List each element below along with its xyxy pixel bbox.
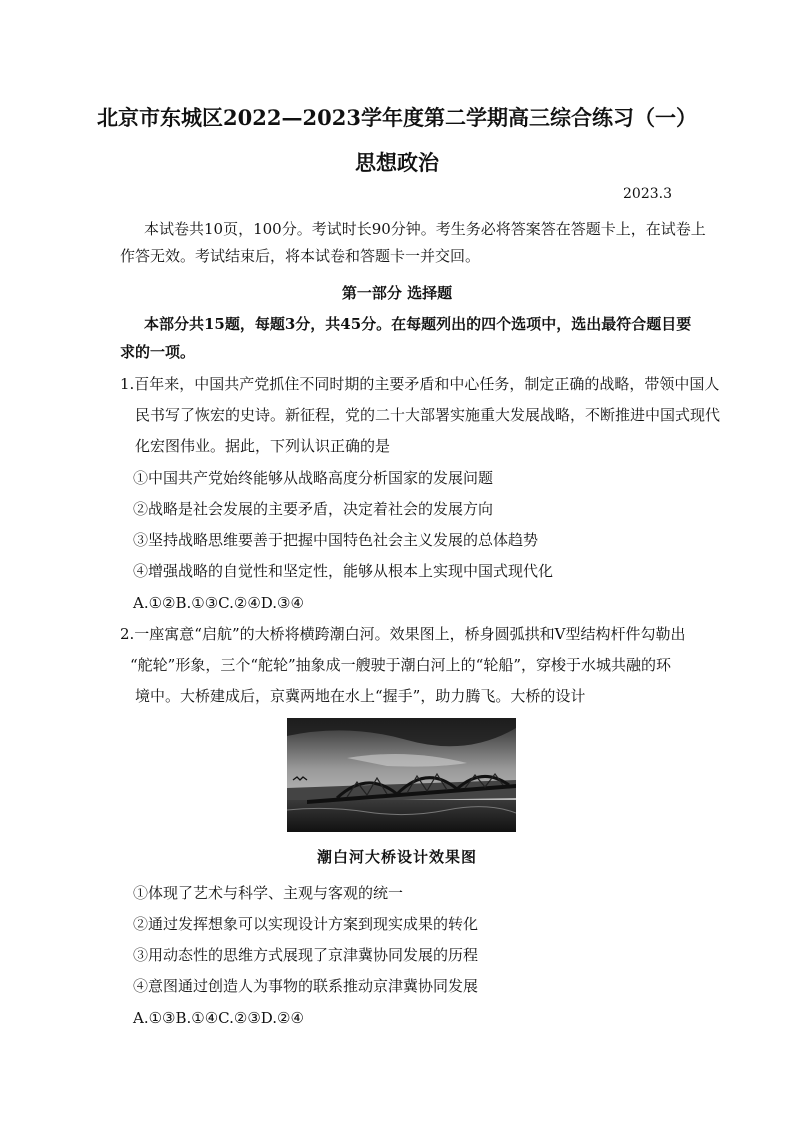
question-2-statement-1: ①体现了艺术与科学、主观与客观的统一 xyxy=(133,884,404,902)
subject-title: 思想政治 xyxy=(355,150,439,175)
question-1-statement-2: ②战略是社会发展的主要矛盾，决定着社会的发展方向 xyxy=(133,500,494,518)
question-2-statement-2: ②通过发挥想象可以实现设计方案到现实成果的转化 xyxy=(133,915,479,933)
exam-date: 2023.3 xyxy=(623,186,672,202)
question-1-line-3: 化宏图伟业。据此，下列认识正确的是 xyxy=(135,437,391,455)
figure-caption: 潮白河大桥设计效果图 xyxy=(316,848,477,866)
question-1-options: A.①②B.①③C.②④D.③④ xyxy=(133,594,304,612)
question-2-line-2: “舵轮”形象，三个“舵轮”抽象成一艘驶于潮白河上的“轮船”，穿梭于水城共融的环 xyxy=(130,656,672,674)
question-2-options: A.①③B.①④C.②③D.②④ xyxy=(133,1009,304,1027)
section-title: 第一部分 选择题 xyxy=(341,284,453,302)
question-1-statement-4: ④增强战略的自觉性和坚定性，能够从根本上实现中国式现代化 xyxy=(133,562,554,580)
question-2-statement-3: ③用动态性的思维方式展现了京津冀协同发展的历程 xyxy=(133,946,479,964)
question-2-line-3: 境中。大桥建成后，京冀两地在水上“握手”，助力腾飞。大桥的设计 xyxy=(135,687,586,705)
bridge-design-image xyxy=(287,718,516,832)
question-1-line-2: 民书写了恢宏的史诗。新征程，党的二十大部署实施重大发展战略，不断推进中国式现代 xyxy=(135,406,721,424)
section-instruction-line-2: 求的一项。 xyxy=(120,343,196,361)
section-instruction-line-1: 本部分共15题，每题3分，共45分。在每题列出的四个选项中，选出最符合题目要 xyxy=(144,315,692,333)
intro-line-1: 本试卷共10页，100分。考试时长90分钟。考生务必将答案答在答题卡上，在试卷上 xyxy=(144,220,706,238)
intro-line-2: 作答无效。考试结束后，将本试卷和答题卡一并交回。 xyxy=(120,247,481,265)
question-1-statement-3: ③坚持战略思维要善于把握中国特色社会主义发展的总体趋势 xyxy=(133,531,539,549)
question-1-statement-1: ①中国共产党始终能够从战略高度分析国家的发展问题 xyxy=(133,469,494,487)
question-2-statement-4: ④意图通过创造人为事物的联系推动京津冀协同发展 xyxy=(133,977,479,995)
exam-title: 北京市东城区2022—2023学年度第二学期高三综合练习（一） xyxy=(97,105,697,130)
question-2-line-1: 2.一座寓意“启航”的大桥将横跨潮白河。效果图上，桥身圆弧拱和V型结构杆件勾勒出 xyxy=(120,625,686,643)
question-1-line-1: 1.百年来，中国共产党抓住不同时期的主要矛盾和中心任务，制定正确的战略，带领中国人 xyxy=(120,375,720,393)
